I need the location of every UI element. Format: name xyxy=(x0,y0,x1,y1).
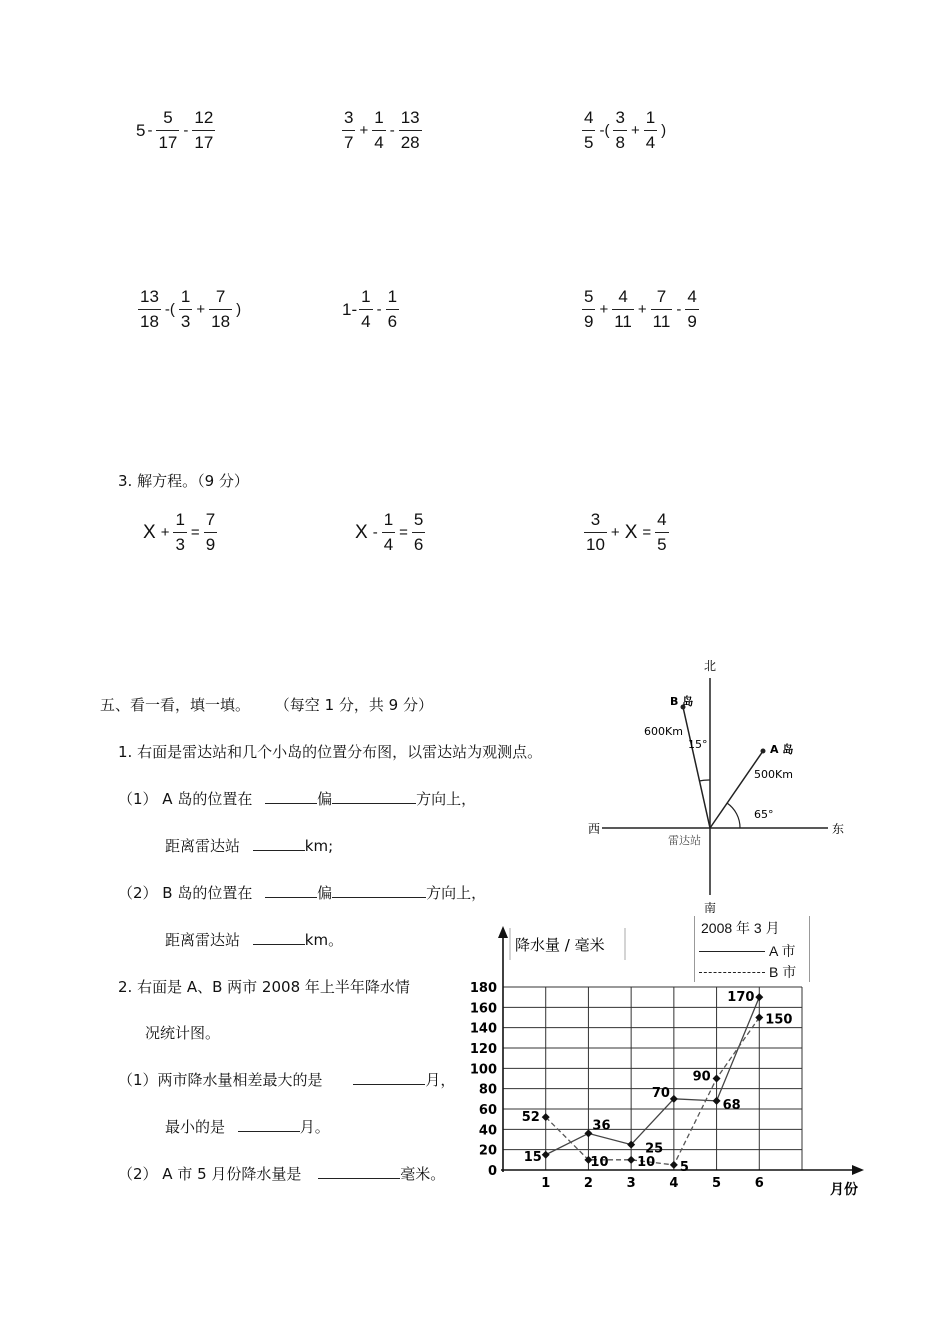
operator: - xyxy=(147,122,153,139)
denominator: 17 xyxy=(194,133,214,152)
question-label: （1）两市降水量相差最大的是 xyxy=(118,1071,323,1089)
y-tick-label: 80 xyxy=(478,1082,497,1098)
data-label: 70 xyxy=(651,1085,670,1101)
unit-label: km。 xyxy=(304,931,344,949)
variable-x: X xyxy=(355,521,368,543)
denominator: 9 xyxy=(584,312,594,331)
equation-2 xyxy=(352,508,427,557)
operator: - xyxy=(676,301,682,318)
fraction xyxy=(173,508,186,557)
calc-expression-4 xyxy=(136,285,243,334)
question-1: 1. 右面是雷达站和几个小岛的位置分布图，以雷达站为观测点。 xyxy=(118,743,543,761)
question-2-1 xyxy=(118,1069,455,1090)
operator: + xyxy=(160,524,170,541)
question-label: 偏 xyxy=(317,884,333,902)
rainfall-line-chart xyxy=(460,922,880,1212)
whole-number: 5 xyxy=(136,120,146,140)
answer-blank-rainfall[interactable] xyxy=(318,1163,400,1179)
operator: + xyxy=(196,301,206,318)
numerator: 12 xyxy=(194,108,214,127)
numerator: 13 xyxy=(140,287,159,306)
calc-expression-2 xyxy=(340,106,424,155)
question-label: 方向上， xyxy=(426,884,487,902)
denominator: 17 xyxy=(158,133,178,152)
island-b-label: B 岛 xyxy=(670,695,694,708)
denominator: 4 xyxy=(645,133,656,152)
data-label: 68 xyxy=(722,1097,741,1113)
operator: - xyxy=(376,301,382,318)
numerator: 1 xyxy=(180,287,191,306)
y-tick-label: 0 xyxy=(487,1164,497,1179)
denominator: 18 xyxy=(140,312,159,331)
data-label: 10 xyxy=(590,1154,609,1170)
whole-number: 1- xyxy=(342,299,358,319)
numerator: 5 xyxy=(413,510,424,529)
numerator: 3 xyxy=(590,510,601,529)
question-2: 2. 右面是 A、B 两市 2008 年上半年降水情 xyxy=(118,978,410,996)
data-label: 170 xyxy=(727,990,755,1006)
data-label: 25 xyxy=(645,1141,664,1157)
fraction xyxy=(584,508,607,557)
island-b-distance: 600Km xyxy=(644,725,683,738)
answer-blank-direction-2[interactable] xyxy=(332,882,426,898)
denominator: 8 xyxy=(615,133,625,152)
x-tick-label: 2 xyxy=(583,1176,593,1191)
operator: + xyxy=(359,122,369,139)
numerator: 4 xyxy=(687,287,697,306)
numerator: 7 xyxy=(656,287,667,306)
operator: + xyxy=(610,524,620,541)
fraction xyxy=(382,508,395,557)
angle-arc-b xyxy=(699,780,710,781)
numerator: 7 xyxy=(215,287,226,306)
numerator: 7 xyxy=(205,510,216,529)
data-label: 36 xyxy=(592,1118,611,1134)
west-label: 西 xyxy=(588,822,601,836)
denominator: 28 xyxy=(400,133,420,152)
numerator: 4 xyxy=(657,510,667,529)
section-5-title: 五、看一看，填一填。 xyxy=(100,696,251,714)
answer-blank-distance[interactable] xyxy=(253,835,305,851)
denominator: 18 xyxy=(211,312,231,331)
fraction xyxy=(613,106,626,155)
denominator: 3 xyxy=(175,535,185,554)
question-label: 月。 xyxy=(299,1118,330,1136)
answer-blank-direction-2[interactable] xyxy=(332,788,416,804)
question-label: （2） A 市 5 月份降水量是 xyxy=(118,1165,302,1183)
numerator: 5 xyxy=(584,287,594,306)
answer-blank-distance[interactable] xyxy=(253,929,305,945)
question-label: 距离雷达站 xyxy=(165,837,241,855)
fraction xyxy=(204,508,217,557)
data-label: 150 xyxy=(765,1012,793,1028)
island-a-distance: 500Km xyxy=(754,768,793,781)
fraction xyxy=(582,285,595,334)
line-to-island-b xyxy=(683,707,710,828)
denominator: 3 xyxy=(180,312,191,331)
fraction xyxy=(156,106,179,155)
y-axis-label: 降水量 / 毫米 xyxy=(515,936,605,954)
data-point-a xyxy=(713,1097,721,1105)
operator: ) xyxy=(236,301,242,318)
island-a-point xyxy=(761,749,766,754)
data-point-b xyxy=(755,1014,763,1022)
question-label: 最小的是 xyxy=(165,1118,226,1136)
operator: + xyxy=(637,301,647,318)
data-point-a xyxy=(755,993,763,1001)
data-point-b xyxy=(713,1075,721,1083)
data-label: 52 xyxy=(521,1110,540,1126)
question-1-2 xyxy=(118,882,486,903)
question-label: 月， xyxy=(425,1071,456,1089)
island-b-angle: 15° xyxy=(688,738,708,751)
numerator: 1 xyxy=(387,287,398,306)
fraction xyxy=(138,285,161,334)
fraction xyxy=(644,106,657,155)
y-tick-label: 40 xyxy=(478,1123,497,1139)
denominator: 5 xyxy=(584,133,594,152)
data-point-a xyxy=(584,1129,592,1137)
denominator: 10 xyxy=(586,535,605,554)
island-a-angle: 65° xyxy=(754,808,774,821)
fraction xyxy=(386,285,399,334)
data-point-b xyxy=(627,1156,635,1164)
question-1-1-distance xyxy=(165,835,333,856)
answer-blank-month-min[interactable] xyxy=(238,1116,300,1132)
equation-3 xyxy=(582,508,671,557)
equals-sign: = xyxy=(190,524,200,541)
numerator: 13 xyxy=(400,108,420,127)
numerator: 4 xyxy=(618,287,628,306)
fraction xyxy=(582,106,595,155)
section-5-heading xyxy=(100,694,433,715)
calc-expression-3 xyxy=(580,106,668,155)
denominator: 5 xyxy=(657,535,667,554)
operator: - xyxy=(372,524,378,541)
series-line-a xyxy=(546,997,760,1155)
radar-map-diagram xyxy=(580,650,850,920)
fraction xyxy=(412,508,425,557)
operator: -( xyxy=(164,301,175,318)
variable-x: X xyxy=(624,521,638,543)
fraction xyxy=(192,106,215,155)
answer-blank-direction-1[interactable] xyxy=(265,788,317,804)
south-label: 南 xyxy=(704,901,717,915)
answer-blank-direction-1[interactable] xyxy=(265,882,317,898)
numerator: 1 xyxy=(361,287,371,306)
calc-expression-6 xyxy=(580,285,701,334)
question-2-line-2: 况统计图。 xyxy=(145,1024,221,1042)
x-axis-label: 月份 xyxy=(830,1182,858,1198)
question-2-2 xyxy=(118,1163,445,1184)
y-tick-label: 60 xyxy=(478,1103,497,1118)
unit-label: km; xyxy=(304,837,334,855)
x-tick-label: 6 xyxy=(754,1176,764,1191)
question-1-1 xyxy=(118,788,476,809)
fraction xyxy=(612,285,634,334)
numerator: 1 xyxy=(374,108,384,127)
operator: -( xyxy=(599,122,610,139)
fraction xyxy=(655,508,668,557)
question-label: 毫米。 xyxy=(400,1165,446,1183)
denominator: 6 xyxy=(413,535,424,554)
x-tick-label: 1 xyxy=(541,1176,551,1191)
denominator: 11 xyxy=(652,312,671,331)
data-label: 90 xyxy=(692,1069,711,1085)
equation-1 xyxy=(140,508,219,557)
operator: ) xyxy=(661,122,667,139)
fraction xyxy=(359,285,372,334)
fraction xyxy=(399,106,422,155)
operator: - xyxy=(389,122,395,139)
operator: - xyxy=(183,122,189,139)
north-label: 北 xyxy=(704,659,717,673)
numerator: 1 xyxy=(175,510,185,529)
denominator: 4 xyxy=(361,312,371,331)
calc-expression-1 xyxy=(136,106,217,155)
question-label: 方向上， xyxy=(416,790,477,808)
question-1-2-distance xyxy=(165,929,343,950)
y-tick-label: 20 xyxy=(478,1143,497,1159)
data-point-b xyxy=(670,1161,678,1169)
denominator: 7 xyxy=(344,133,354,152)
denominator: 11 xyxy=(614,312,632,331)
data-label: 15 xyxy=(523,1149,542,1165)
denominator: 9 xyxy=(205,535,216,554)
y-tick-label: 160 xyxy=(469,1001,497,1017)
fraction xyxy=(651,285,673,334)
question-label: 距离雷达站 xyxy=(165,931,241,949)
legend-label-b: B 市 xyxy=(769,964,797,980)
equals-sign: = xyxy=(399,524,408,541)
answer-blank-month-max[interactable] xyxy=(353,1069,425,1085)
x-tick-label: 5 xyxy=(712,1176,722,1191)
data-point-a xyxy=(542,1151,550,1159)
y-tick-label: 180 xyxy=(469,981,497,996)
station-label: 雷达站 xyxy=(668,834,701,847)
island-a-label: A 岛 xyxy=(770,743,794,756)
section-3-heading: 3. 解方程。（9 分） xyxy=(118,472,249,490)
numerator: 5 xyxy=(163,108,173,127)
numerator: 4 xyxy=(584,108,594,127)
operator: + xyxy=(630,122,640,139)
fraction xyxy=(372,106,385,155)
legend-title: 2008 年 3 月 xyxy=(701,920,780,936)
calc-expression-5 xyxy=(342,285,401,334)
fraction xyxy=(209,285,232,334)
x-axis-arrow xyxy=(852,1165,864,1175)
x-tick-label: 4 xyxy=(669,1176,679,1191)
fraction xyxy=(342,106,355,155)
denominator: 6 xyxy=(387,312,398,331)
x-tick-label: 3 xyxy=(626,1176,636,1191)
numerator: 3 xyxy=(615,108,625,127)
question-label: （1） A 岛的位置在 xyxy=(118,790,253,808)
east-label: 东 xyxy=(832,822,845,836)
y-axis-arrow xyxy=(498,926,508,938)
operator: + xyxy=(599,301,609,318)
angle-arc-a xyxy=(727,803,740,828)
fraction xyxy=(685,285,698,334)
question-2-1-min xyxy=(165,1116,330,1137)
section-5-score: （每空 1 分，共 9 分） xyxy=(274,696,433,714)
fraction xyxy=(179,285,192,334)
numerator: 3 xyxy=(344,108,354,127)
y-tick-label: 100 xyxy=(469,1062,497,1078)
numerator: 1 xyxy=(645,108,656,127)
data-label: 5 xyxy=(679,1159,689,1175)
data-label: 10 xyxy=(637,1154,656,1170)
question-label: 偏 xyxy=(317,790,333,808)
numerator: 1 xyxy=(383,510,394,529)
denominator: 9 xyxy=(687,312,697,331)
y-tick-label: 120 xyxy=(469,1042,497,1057)
equals-sign: = xyxy=(642,524,652,541)
denominator: 4 xyxy=(374,133,384,152)
legend-label-a: A 市 xyxy=(769,943,796,959)
variable-x: X xyxy=(143,521,156,543)
denominator: 4 xyxy=(383,535,394,554)
question-label: （2） B 岛的位置在 xyxy=(118,884,253,902)
y-tick-label: 140 xyxy=(469,1021,497,1037)
